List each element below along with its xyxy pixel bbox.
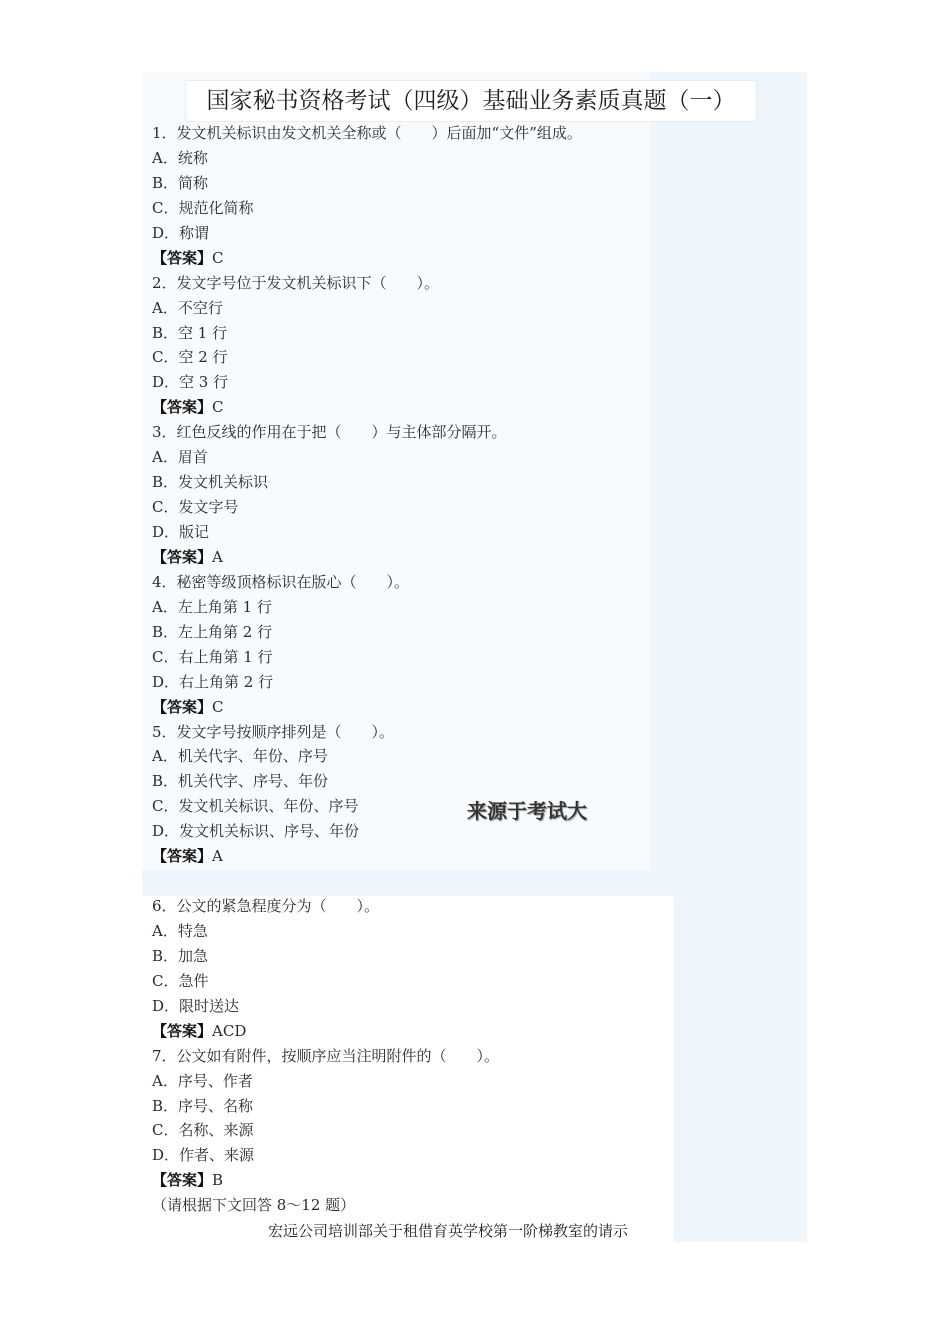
question-text: 5．发文字号按顺序排列是（ ）。: [152, 722, 395, 741]
answer-value: A: [212, 847, 223, 866]
question-text: 3．红色反线的作用在于把（ ）与主体部分隔开。: [152, 423, 507, 442]
option-text: D．空 3 行: [152, 373, 229, 392]
answer-value: C: [212, 398, 224, 417]
option-text: D．限时送达: [152, 996, 240, 1015]
answer-value: C: [212, 697, 224, 716]
question-text: （请根据下文回答 8～12 题）: [152, 1196, 356, 1215]
answer-value: ACD: [212, 1021, 247, 1040]
question-text: 2．发文字号位于发文机关标识下（ ）。: [152, 273, 440, 292]
option-text: C．空 2 行: [152, 348, 228, 367]
option-text: D．称谓: [152, 223, 210, 242]
answer-label: 【答案】: [152, 248, 213, 267]
option-text: A．特急: [152, 921, 208, 940]
option-text: A．不空行: [152, 298, 223, 317]
answer-line: [152, 545, 582, 570]
option-text: B．序号、名称: [152, 1096, 254, 1115]
option-text: C．规范化简称: [152, 198, 254, 217]
option-text: A．序号、作者: [152, 1071, 253, 1090]
option-text: B．简称: [152, 173, 209, 192]
option-text: B．左上角第 2 行: [152, 622, 273, 641]
option-text: A．眉首: [152, 448, 208, 467]
option-text: C．发文机关标识、年份、序号: [152, 797, 359, 816]
answer-value: A: [212, 547, 223, 566]
option-text: A．统称: [152, 148, 208, 167]
answer-line: [152, 395, 582, 420]
answer-label: 【答案】: [152, 1171, 213, 1190]
option-text: C．急件: [152, 971, 209, 990]
page-title: 国家秘书资格考试（四级）基础业务素质真题（一）: [185, 80, 757, 122]
answer-line: [152, 844, 582, 869]
option-text: A．左上角第 1 行: [152, 597, 272, 616]
question-text: 1．发文机关标识由发文机关全称或（ ）后面加“文件”组成。: [152, 124, 582, 142]
question-block-1-5: [152, 121, 582, 869]
answer-label: 【答案】: [152, 847, 213, 866]
answer-value: C: [212, 248, 224, 267]
answer-label: 【答案】: [152, 547, 213, 566]
question-text: 7．公文如有附件，按顺序应当注明附件的（ ）。: [152, 1046, 500, 1065]
option-text: A．机关代字、年份、序号: [152, 747, 328, 766]
option-text: D．发文机关标识、序号、年份: [152, 822, 360, 841]
answer-value: B: [212, 1171, 224, 1190]
document-title: 宏远公司培训部关于租借育英学校第一阶梯教室的请示: [268, 1222, 629, 1240]
option-text: B．空 1 行: [152, 323, 228, 342]
option-text: B．加急: [152, 946, 209, 965]
question-block-6-7: [152, 894, 499, 1218]
answer-label: 【答案】: [152, 398, 213, 417]
question-text: 6．公文的紧急程度分为（ ）。: [152, 897, 380, 915]
option-text: C．右上角第 1 行: [152, 647, 273, 666]
option-text: B．机关代字、序号、年份: [152, 772, 329, 791]
option-text: B．发文机关标识: [152, 473, 269, 492]
answer-line: [152, 246, 582, 271]
option-text: D．右上角第 2 行: [152, 672, 274, 691]
question-text: 4．秘密等级顶格标识在版心（ ）。: [152, 572, 410, 591]
source-watermark: 来源于考试大: [467, 799, 587, 823]
option-text: D．作者、来源: [152, 1146, 255, 1165]
answer-line: [152, 1019, 499, 1044]
answer-label: 【答案】: [152, 1021, 213, 1040]
answer-line: [152, 695, 582, 720]
option-text: C．发文字号: [152, 498, 239, 517]
option-text: D．版记: [152, 523, 210, 541]
answer-line: [152, 1168, 499, 1193]
option-text: C．名称、来源: [152, 1121, 254, 1140]
answer-label: 【答案】: [152, 697, 213, 716]
